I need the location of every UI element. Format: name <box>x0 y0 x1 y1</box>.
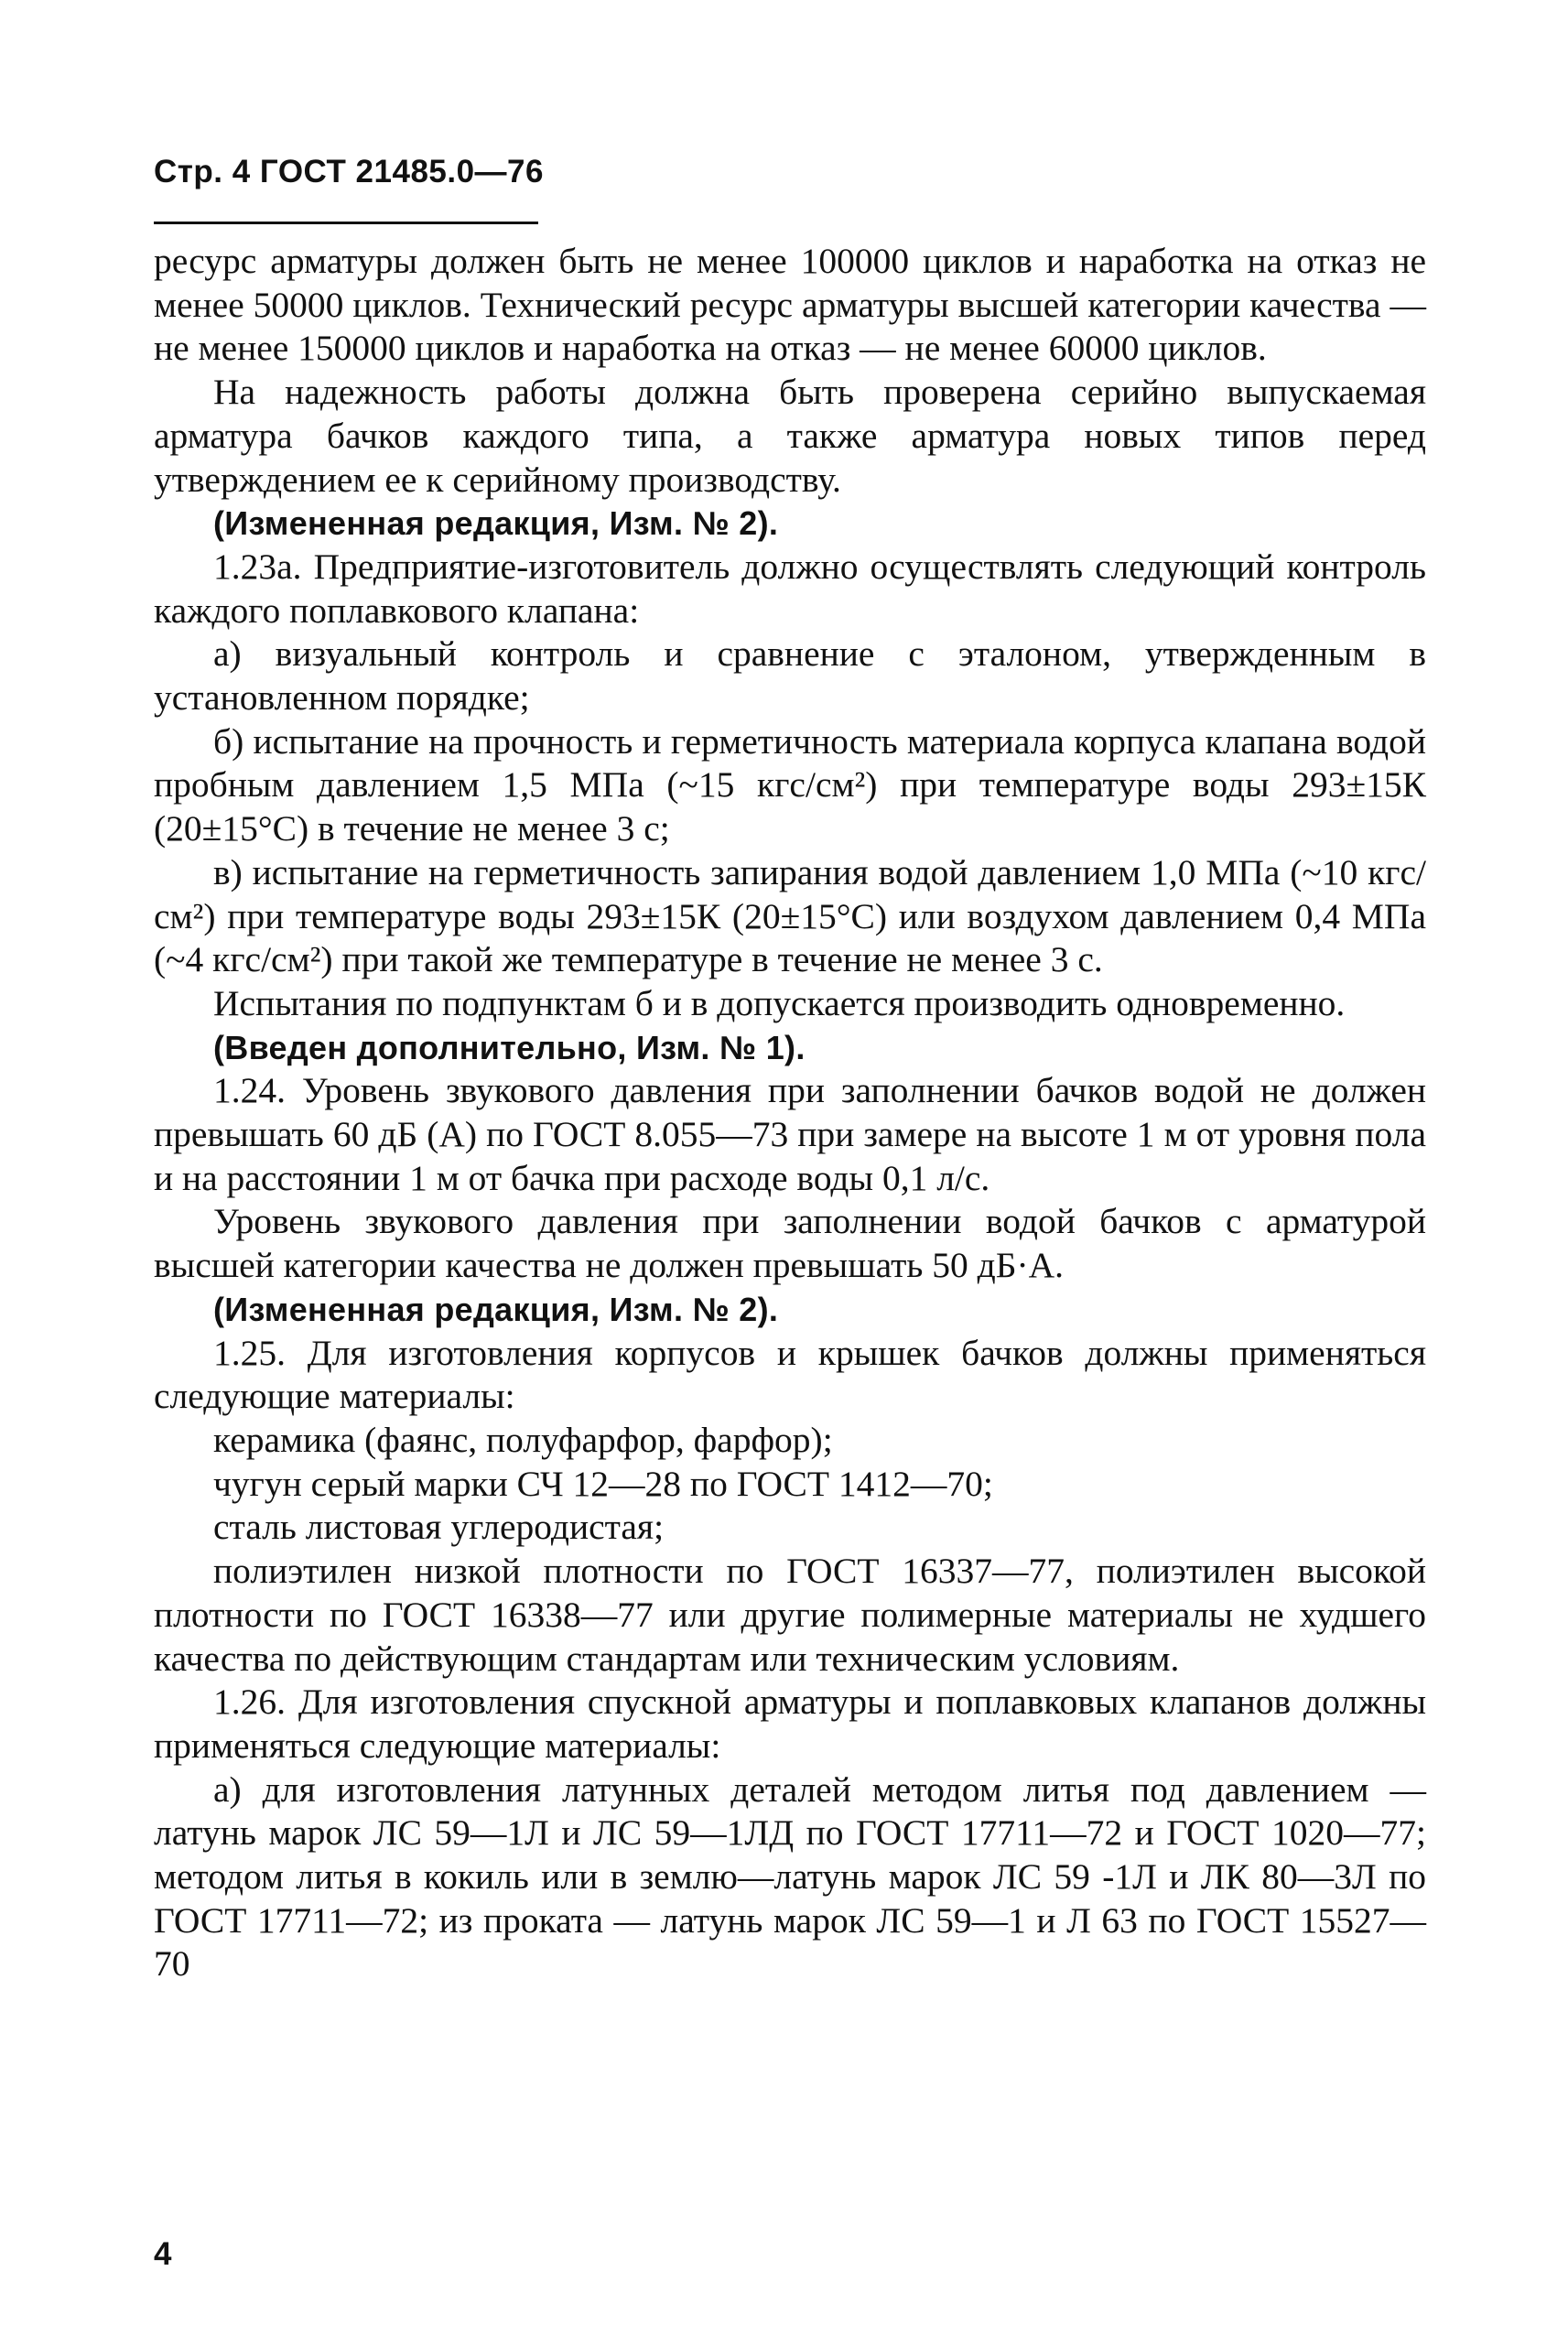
clause-1-24: 1.24. Уровень звукового давления при заполнении бачков водой не должен превышать 60 дБ (А) по ГОСТ 8.055—73 при замере на высоте 1 м от уровня пола и на расстоянии 1 м от бачка при расходе воды 0,1 л/с. <box>154 1070 1426 1198</box>
subclause-a: а) визуальный контроль и сравнение с эталоном, утвержденным в установленном порядке; <box>154 633 1426 719</box>
amendment-note: (Измененная редакция, Изм. № 2). <box>213 1290 779 1328</box>
body-text <box>154 240 1426 1986</box>
paragraph: ресурс арматуры должен быть не менее 100000 циклов и наработка на отказ не менее 50000 циклов. Технический ресурс арматуры высшей категории качества — не менее 150000 циклов и наработка на отказ — не менее 60000 циклов. <box>154 241 1426 369</box>
header-divider <box>154 222 538 224</box>
clause-1-23a: 1.23а. Предприятие-изготовитель должно осуществлять следующий контроль каждого поплавкового клапана: <box>154 546 1426 631</box>
subclause-a: а) для изготовления латунных деталей методом литья под давлением — латунь марок ЛС 59—1Л и ЛС 59—1ЛД по ГОСТ 17711—72 и ГОСТ 1020—77; методом литья в кокиль или в землю—латунь марок ЛС 59 -1Л и ЛК 80—3Л по ГОСТ 17711—72; из проката — латунь марок ЛС 59—1 и Л 63 по ГОСТ 15527—70 <box>154 1768 1426 1984</box>
subclause-b: б) испытание на прочность и герметичность материала корпуса клапана водой пробным давлением 1,5 МПа (~15 кгс/см²) при температуре воды 293±15К (20±15°С) в течение не менее 3 с; <box>154 720 1426 849</box>
subclause-v: в) испытание на герметичность запирания водой давлением 1,0 МПа (~10 кгс/см²) при температуре воды 293±15К (20±15°С) или воздухом давлением 0,4 МПа (~4 кгс/см²) при такой же температуре в течение не менее 3 с. <box>154 851 1426 980</box>
amendment-note: (Введен дополнительно, Изм. № 1). <box>213 1028 806 1066</box>
material-list-item: сталь листовая углеродистая; <box>213 1507 665 1548</box>
paragraph: Испытания по подпунктам б и в допускается производить одновременно. <box>213 982 1346 1023</box>
material-list-item: чугун серый марки СЧ 12—28 по ГОСТ 1412—70; <box>213 1463 993 1504</box>
material-list-item: керамика (фаянс, полуфарфор, фарфор); <box>213 1419 833 1460</box>
paragraph: Уровень звукового давления при заполнении водой бачков с арматурой высшей категории качества не должен превышать 50 дБ·А. <box>154 1201 1426 1286</box>
material-list-item: полиэтилен низкой плотности по ГОСТ 16337—77, полиэтилен высокой плотности по ГОСТ 16338—77 или другие полимерные материалы не худшего качества по действующим стандартам или техническим условиям. <box>154 1551 1426 1679</box>
clause-1-26: 1.26. Для изготовления спускной арматуры и поплавковых клапанов должны применяться следующие материалы: <box>154 1682 1426 1766</box>
clause-1-25: 1.25. Для изготовления корпусов и крышек бачков должны применяться следующие материалы: <box>154 1332 1426 1417</box>
amendment-note: (Измененная редакция, Изм. № 2). <box>213 504 779 543</box>
page-number: 4 <box>154 2236 172 2272</box>
paragraph: На надежность работы должна быть проверена серийно выпускаемая арматура бачков каждого типа, а также арматура новых типов перед утверждением ее к серийному производству. <box>154 372 1426 500</box>
page-header: Стр. 4 ГОСТ 21485.0—76 <box>154 154 544 189</box>
